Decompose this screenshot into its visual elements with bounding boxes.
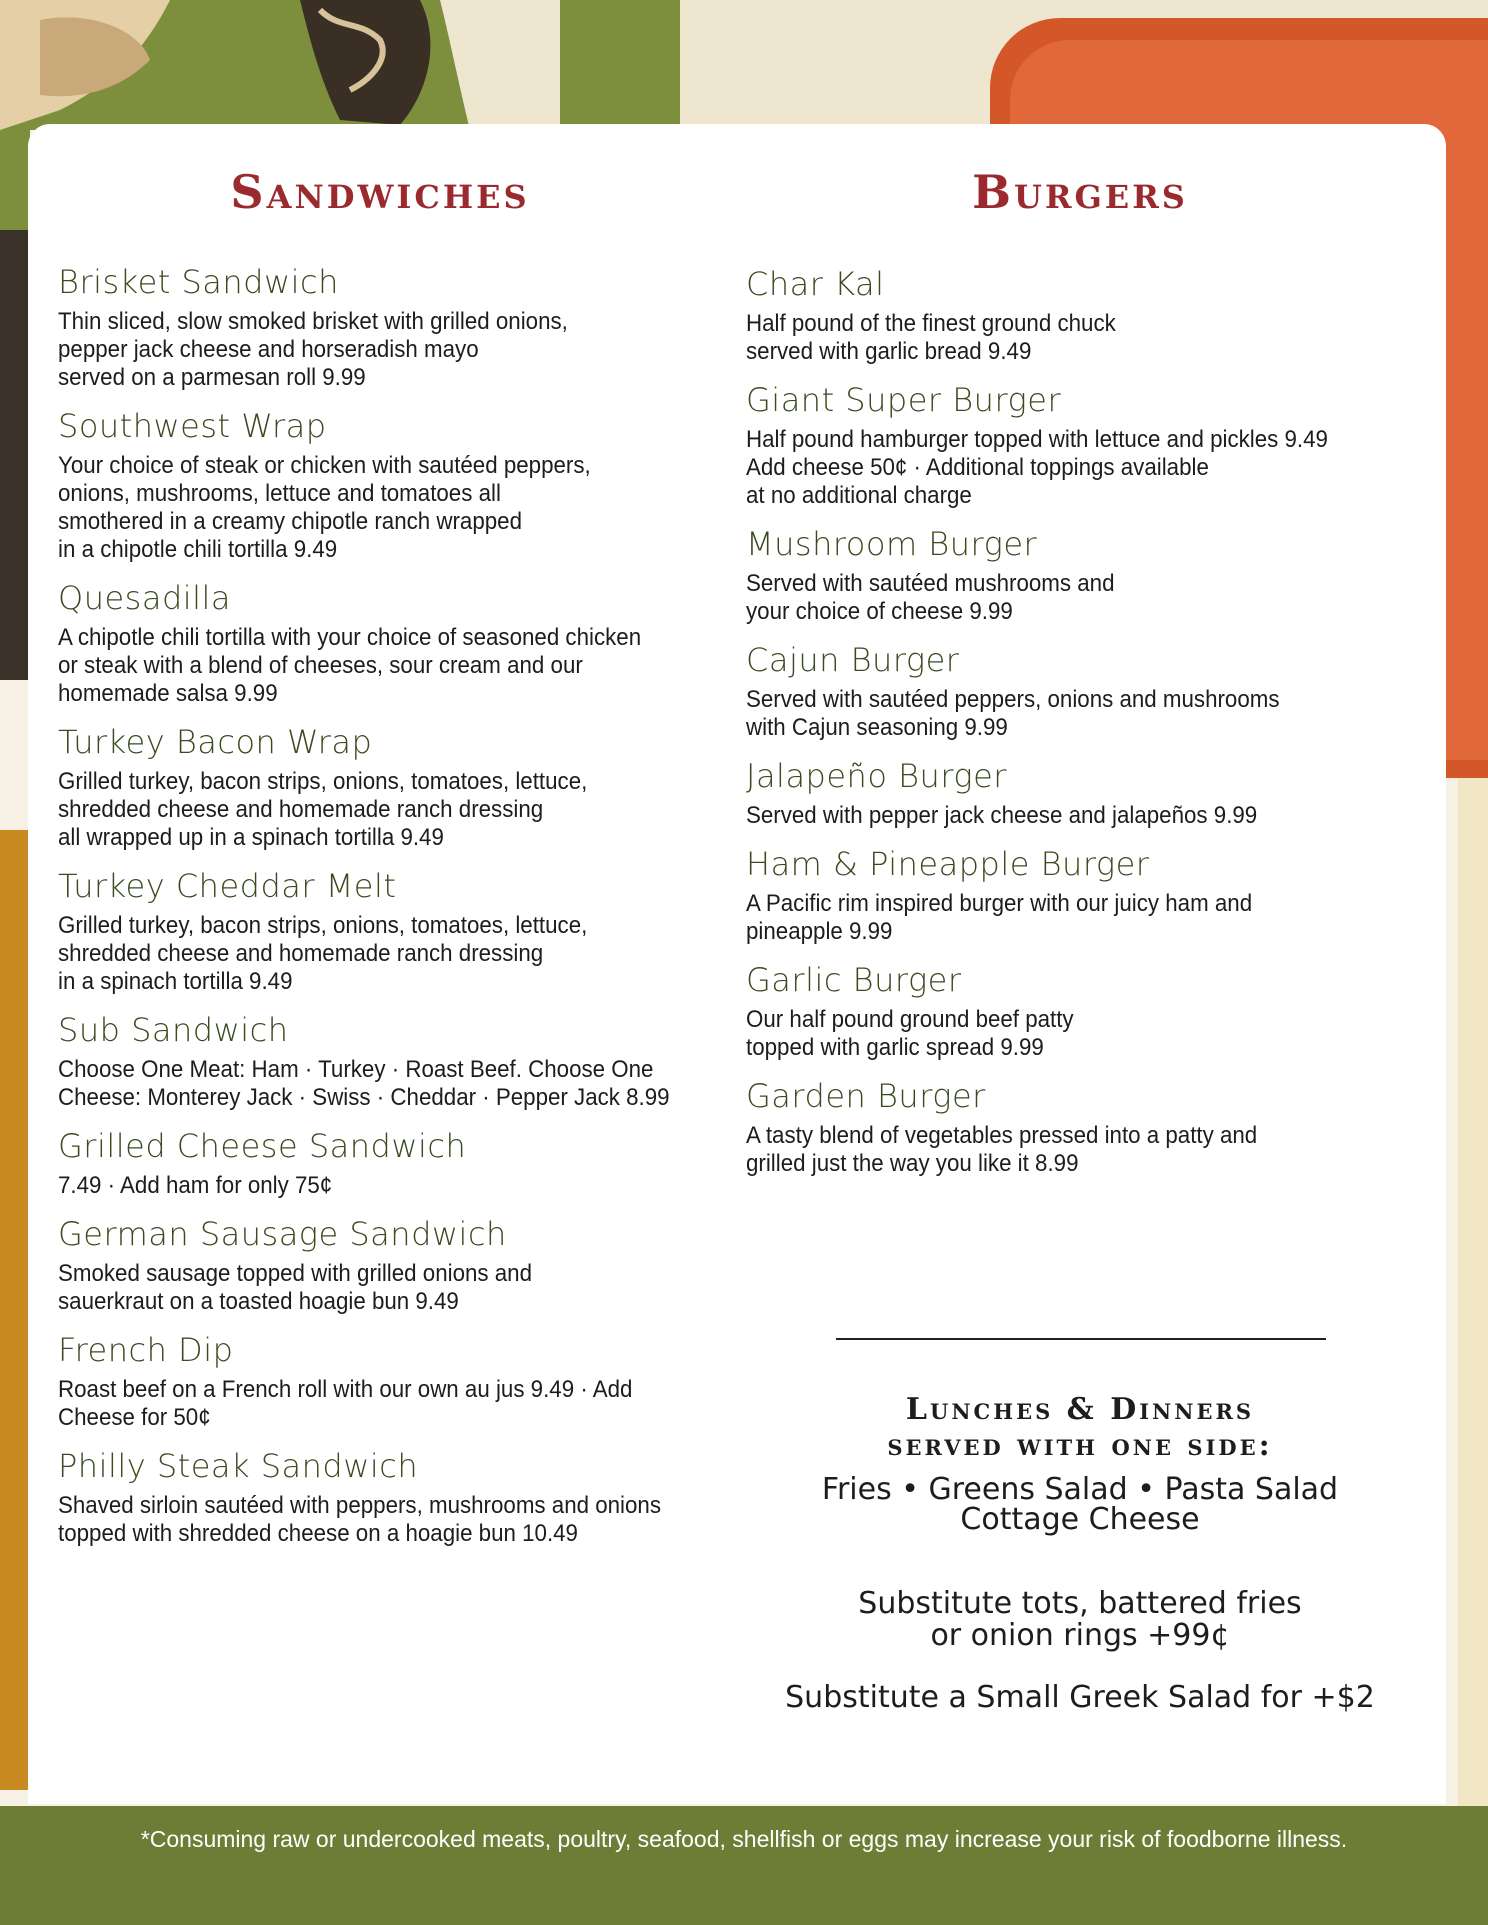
- item-name: Grilled Cheese Sandwich: [58, 1127, 467, 1165]
- item-description: 7.49 · Add ham for only 75¢: [58, 1172, 333, 1199]
- item-name: Mushroom Burger: [746, 525, 1038, 563]
- item-description: Grilled turkey, bacon strips, onions, tomatoes, lettuce, shredded cheese and homemade ranch dressing all wrapped up in a spinach tortilla 9.49: [58, 768, 588, 851]
- item-name: Garlic Burger: [746, 961, 962, 999]
- item-name: Brisket Sandwich: [58, 263, 339, 301]
- menu-item: [58, 866, 738, 996]
- item-name: Quesadilla: [58, 579, 232, 617]
- item-description: Grilled turkey, bacon strips, onions, tomatoes, lettuce, shredded cheese and homemade ranch dressing in a spinach tortilla 9.49: [58, 912, 588, 995]
- item-description: Our half pound ground beef patty topped with garlic spread 9.99: [746, 1006, 1074, 1061]
- hand-illustration-graphic: [0, 0, 560, 130]
- sandwiches-list: [58, 262, 738, 1562]
- substitute-note: Substitute tots, battered fries: [858, 1586, 1302, 1621]
- item-name: Jalapeño Burger: [746, 757, 1007, 795]
- item-description: A tasty blend of vegetables pressed into a patty and grilled just the way you like it 8.99: [746, 1122, 1258, 1177]
- item-name: Ham & Pineapple Burger: [746, 845, 1150, 883]
- item-description: Served with sautéed mushrooms and your choice of cheese 9.99: [746, 570, 1115, 625]
- item-description: A chipotle chili tortilla with your choice of seasoned chicken or steak with a blend of cheeses, sour cream and our homemade salsa 9.99: [58, 624, 642, 707]
- left-gold-strip: [0, 830, 30, 1790]
- item-name: Giant Super Burger: [746, 381, 1062, 419]
- right-cream-strip: [1458, 778, 1488, 1808]
- sides-heading-line2: served with one side:: [887, 1428, 1273, 1463]
- sides-divider: [836, 1338, 1326, 1340]
- item-description: Half pound of the finest ground chuck served with garlic bread 9.49: [746, 310, 1116, 365]
- sides-options-extra: Cottage Cheese: [960, 1502, 1200, 1537]
- sides-heading: [760, 1392, 1400, 1464]
- item-name: Southwest Wrap: [58, 407, 327, 445]
- burgers-list: [746, 264, 1426, 1192]
- menu-item: [746, 844, 1426, 946]
- menu-item: [58, 1446, 738, 1548]
- item-description: Choose One Meat: Ham · Turkey · Roast Beef. Choose One Cheese: Monterey Jack · Swiss · Cheddar · Pepper Jack 8.99: [58, 1056, 670, 1111]
- sides-heading-line1: Lunches & Dinners: [905, 1392, 1255, 1427]
- menu-item: [746, 960, 1426, 1062]
- menu-item: [58, 722, 738, 852]
- menu-item: [58, 1214, 738, 1316]
- item-description: Your choice of steak or chicken with sautéed peppers, onions, mushrooms, lettuce and tomatoes all smothered in a creamy chipotle ranch wrapped in a chipotle chili tortilla 9.49: [58, 452, 591, 563]
- item-name: Sub Sandwich: [58, 1011, 289, 1049]
- menu-item: [58, 1330, 738, 1432]
- item-description: Served with pepper jack cheese and jalapeños 9.99: [746, 802, 1258, 829]
- greek-salad-note: Substitute a Small Greek Salad for +$2: [785, 1680, 1375, 1715]
- burgers-heading: Burgers: [972, 165, 1188, 219]
- menu-item: [746, 756, 1426, 830]
- menu-item: [58, 262, 738, 392]
- menu-item: [746, 640, 1426, 742]
- item-description: A Pacific rim inspired burger with our juicy ham and pineapple 9.99: [746, 890, 1253, 945]
- item-description: Shaved sirloin sautéed with peppers, mushrooms and onions topped with shredded cheese on a hoagie bun 10.49: [58, 1492, 661, 1547]
- item-name: Turkey Cheddar Melt: [58, 867, 397, 905]
- item-name: German Sausage Sandwich: [58, 1215, 507, 1253]
- menu-item: [746, 380, 1426, 510]
- item-description: Thin sliced, slow smoked brisket with grilled onions, pepper jack cheese and horseradish mayo served on a parmesan roll 9.99: [58, 308, 568, 391]
- item-name: French Dip: [58, 1331, 234, 1369]
- item-name: Cajun Burger: [746, 641, 960, 679]
- item-name: Char Kal: [746, 265, 885, 303]
- menu-item: [58, 1010, 738, 1112]
- foodborne-disclaimer: *Consuming raw or undercooked meats, poultry, seafood, shellfish or eggs may increase your risk of foodborne illness.: [140, 1826, 1348, 1852]
- menu-item: [746, 1076, 1426, 1178]
- item-description: Served with sautéed peppers, onions and mushrooms with Cajun seasoning 9.99: [746, 686, 1280, 741]
- menu-item: [58, 1126, 738, 1200]
- item-name: Philly Steak Sandwich: [58, 1447, 419, 1485]
- item-description: Half pound hamburger topped with lettuce and pickles 9.49 Add cheese 50¢ · Additional toppings available at no additional charge: [746, 426, 1328, 509]
- item-name: Garden Burger: [746, 1077, 986, 1115]
- left-dark-strip: [0, 230, 30, 680]
- menu-item: [746, 264, 1426, 366]
- menu-item: [58, 578, 738, 708]
- sandwiches-heading: Sandwiches: [230, 165, 530, 219]
- menu-item: [746, 524, 1426, 626]
- item-description: Roast beef on a French roll with our own au jus 9.49 · Add Cheese for 50¢: [58, 1376, 633, 1431]
- sides-options: Fries • Greens Salad • Pasta Salad: [821, 1472, 1339, 1507]
- substitute-note-price: or onion rings +99¢: [930, 1618, 1230, 1653]
- item-name: Turkey Bacon Wrap: [58, 723, 373, 761]
- menu-item: [58, 406, 738, 564]
- item-description: Smoked sausage topped with grilled onions and sauerkraut on a toasted hoagie bun 9.49: [58, 1260, 532, 1315]
